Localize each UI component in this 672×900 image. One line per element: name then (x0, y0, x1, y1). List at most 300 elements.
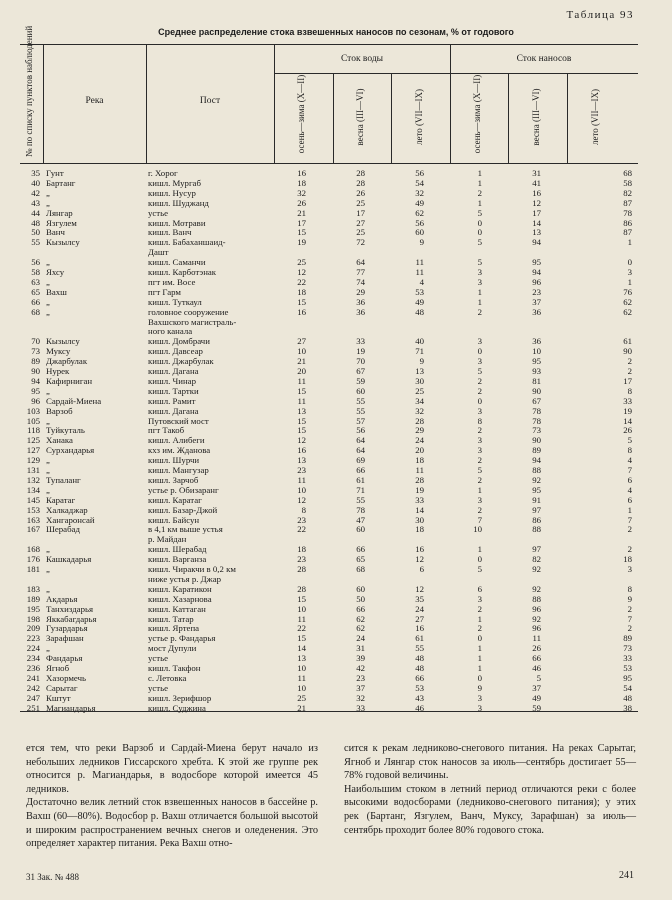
cell-water-value: 55 (415, 643, 424, 654)
table-row (20, 336, 638, 346)
cell-river: Гузардарья (46, 623, 88, 634)
cell-water-value: 15 (297, 227, 306, 238)
cell-water-value: 22 (297, 276, 306, 287)
cell-no: 195 (26, 603, 40, 614)
table-row (20, 376, 638, 386)
cell-post: кишл. Шуджанд (148, 197, 209, 208)
cell-water-value: 62 (415, 207, 424, 218)
table-row (20, 495, 638, 505)
cell-water-value: 29 (415, 425, 424, 436)
cell-sediment-value: 17 (623, 375, 632, 386)
cell-post: кишл. Рамит (148, 395, 196, 406)
cell-sediment-value: 4 (627, 455, 632, 466)
cell-water-value: 48 (415, 663, 424, 673)
cell-post: кишл. Туткаул (148, 296, 202, 307)
cell-water-value: 8 (301, 504, 306, 515)
cell-sediment-value: 2 (477, 603, 482, 614)
cell-no: 251 (26, 702, 40, 713)
cell-sediment-value: 87 (623, 227, 632, 238)
cell-sediment-value: 2 (477, 306, 482, 317)
cell-post: кишл. Мотрави (148, 217, 206, 228)
cell-post: кишл. Бабаханшаид- (148, 237, 226, 248)
cell-water-value: 11 (297, 474, 306, 485)
table-row (20, 406, 638, 416)
cell-sediment-value: 0 (477, 227, 482, 238)
table-row (20, 574, 638, 584)
cell-water-value: 10 (297, 603, 306, 614)
cell-water-value: 71 (356, 484, 365, 495)
cell-sediment-value: 0 (477, 395, 482, 406)
header-water-group: Сток воды (340, 54, 384, 64)
table-row (20, 485, 638, 495)
cell-sediment-value: 81 (532, 375, 541, 386)
cell-sediment-value: 5 (477, 237, 482, 248)
cell-no: 58 (31, 267, 40, 277)
cell-sediment-value: 2 (477, 455, 482, 466)
table-row (20, 515, 638, 525)
cell-post: кишл. Байсун (148, 514, 200, 525)
cell-water-value: 19 (415, 484, 424, 495)
cell-sediment-value: 7 (627, 465, 632, 475)
header-sediment-spring: весна (III—VI) (531, 88, 541, 146)
cell-post: пгт им. Восе (148, 276, 196, 287)
cell-no: 183 (26, 583, 40, 594)
cell-river: „ (46, 257, 50, 268)
cell-water-value: 60 (356, 524, 365, 535)
table-row (20, 366, 638, 376)
cell-water-value: 4 (419, 276, 424, 287)
cell-water-value: 11 (415, 465, 424, 475)
cell-water-value: 31 (356, 643, 365, 654)
cell-water-value: 14 (297, 643, 306, 654)
cell-sediment-value: 7 (627, 613, 632, 624)
cell-post: кишл. Дагана (148, 366, 199, 376)
cell-post: пгт Гарм (148, 286, 181, 297)
cell-water-value: 11 (297, 613, 306, 624)
cell-sediment-value: 4 (627, 484, 632, 495)
cell-sediment-value: 0 (627, 257, 632, 268)
cell-water-value: 10 (297, 484, 306, 495)
table-row (20, 247, 638, 257)
table-row (20, 307, 638, 317)
cell-sediment-value: 9 (477, 682, 482, 693)
cell-water-value: 56 (415, 217, 424, 228)
cell-sediment-value: 2 (627, 623, 632, 634)
cell-water-value: 74 (356, 276, 365, 287)
cell-post: кишл. Алибеги (148, 435, 205, 446)
cell-no: 176 (26, 554, 40, 565)
cell-sediment-value: 1 (477, 653, 482, 664)
cell-water-value: 36 (356, 306, 365, 317)
cell-no: 209 (26, 623, 40, 634)
cell-post: ниже устья р. Джар (148, 573, 222, 584)
cell-water-value: 15 (297, 296, 306, 307)
cell-sediment-value: 92 (532, 583, 541, 594)
cell-sediment-value: 2 (477, 375, 482, 386)
table-row (20, 653, 638, 663)
cell-water-value: 77 (356, 267, 365, 277)
cell-sediment-value: 1 (477, 296, 482, 307)
cell-water-value: 13 (415, 366, 424, 376)
cell-water-value: 30 (415, 514, 424, 525)
cell-river: Танхиздарья (46, 603, 94, 614)
cell-post: кишл. Татар (148, 613, 194, 624)
cell-sediment-value: 89 (532, 445, 541, 456)
cell-water-value: 14 (415, 504, 424, 515)
cell-river: „ (46, 643, 50, 654)
cell-water-value: 18 (297, 286, 306, 297)
cell-water-value: 64 (356, 445, 365, 456)
cell-water-value: 53 (415, 286, 424, 297)
cell-post: р. Майдан (148, 534, 187, 545)
cell-sediment-value: 3 (477, 445, 482, 456)
cell-sediment-value: 12 (532, 197, 541, 208)
cell-sediment-value: 1 (477, 286, 482, 297)
cell-post: кишл. Чиракчи в 0,2 км (148, 564, 236, 574)
cell-sediment-value: 82 (623, 187, 632, 198)
table-row (20, 455, 638, 465)
cell-water-value: 12 (415, 583, 424, 594)
cell-no: 103 (26, 405, 40, 416)
cell-water-value: 30 (415, 375, 424, 386)
cell-water-value: 55 (356, 395, 365, 406)
cell-sediment-value: 3 (627, 267, 632, 277)
cell-sediment-value: 73 (623, 643, 632, 654)
cell-post: кишл. Суджина (148, 702, 206, 713)
cell-sediment-value: 59 (532, 702, 541, 713)
cell-no: 181 (26, 564, 40, 574)
cell-post: кишл. Зерифшор (148, 692, 212, 703)
cell-water-value: 16 (415, 623, 424, 634)
cell-sediment-value: 97 (532, 504, 541, 515)
cell-water-value: 32 (297, 187, 306, 198)
cell-sediment-value: 19 (623, 405, 632, 416)
cell-no: 89 (31, 356, 40, 367)
cell-river: Халкаджар (46, 504, 88, 515)
table-row (20, 564, 638, 574)
cell-sediment-value: 96 (532, 603, 541, 614)
cell-water-value: 70 (356, 356, 365, 367)
cell-sediment-value: 2 (627, 356, 632, 367)
table-row (20, 544, 638, 554)
cell-sediment-value: 92 (532, 474, 541, 485)
cell-sediment-value: 3 (477, 593, 482, 604)
cell-no: 50 (31, 227, 40, 238)
table-row (20, 356, 638, 366)
table-row (20, 396, 638, 406)
cell-sediment-value: 16 (532, 187, 541, 198)
cell-sediment-value: 5 (477, 465, 482, 475)
cell-water-value: 28 (356, 168, 365, 178)
cell-water-value: 33 (356, 702, 365, 713)
cell-sediment-value: 2 (477, 623, 482, 634)
cell-sediment-value: 8 (477, 415, 482, 426)
cell-sediment-value: 31 (532, 168, 541, 178)
cell-sediment-value: 87 (623, 197, 632, 208)
cell-sediment-value: 2 (477, 187, 482, 198)
cell-sediment-value: 96 (532, 623, 541, 634)
table-row (20, 218, 638, 228)
cell-water-value: 32 (415, 405, 424, 416)
cell-river: Хазормечь (46, 672, 87, 683)
cell-water-value: 21 (297, 207, 306, 218)
cell-sediment-value: 1 (627, 237, 632, 248)
cell-no: 168 (26, 544, 40, 555)
cell-sediment-value: 3 (627, 564, 632, 574)
cell-post: кишл. Хазарнова (148, 593, 212, 604)
cell-sediment-value: 6 (627, 474, 632, 485)
cell-sediment-value: 9 (627, 593, 632, 604)
table-row (20, 445, 638, 455)
cell-river: Вахш (46, 286, 67, 297)
table-row (20, 633, 638, 643)
cell-post: Вахшского магистраль- (148, 316, 237, 327)
table-caption: Среднее распределение стока взвешенных наносов по сезонам, % от годового (158, 27, 514, 37)
cell-no: 42 (31, 187, 40, 198)
cell-water-value: 23 (356, 672, 365, 683)
cell-no: 43 (31, 197, 40, 208)
cell-river: Акдарья (46, 593, 78, 604)
cell-river: Магиандарья (46, 702, 96, 713)
cell-no: 189 (26, 593, 40, 604)
cell-no: 40 (31, 177, 40, 188)
cell-sediment-value: 3 (477, 405, 482, 416)
cell-river: Джарбулак (46, 356, 88, 367)
cell-water-value: 26 (356, 187, 365, 198)
cell-sediment-value: 8 (627, 385, 632, 396)
cell-water-value: 67 (356, 366, 365, 376)
cell-no: 56 (31, 257, 40, 268)
cell-no: 129 (26, 455, 40, 466)
cell-post: кишл. Карботэнак (148, 267, 217, 277)
cell-water-value: 66 (356, 544, 365, 555)
cell-no: 247 (26, 692, 40, 703)
cell-sediment-value: 88 (532, 465, 541, 475)
cell-water-value: 39 (356, 653, 365, 664)
cell-river: „ (46, 484, 50, 495)
cell-no: 73 (31, 346, 40, 357)
table-row (20, 326, 638, 336)
cell-sediment-value: 73 (532, 425, 541, 436)
cell-water-value: 34 (415, 395, 424, 406)
cell-post: кишл. Мангузар (148, 465, 209, 475)
cell-sediment-value: 86 (532, 514, 541, 525)
cell-sediment-value: 92 (532, 564, 541, 574)
cell-sediment-value: 5 (477, 564, 482, 574)
cell-post: г. Хорог (148, 168, 178, 178)
cell-water-value: 33 (415, 494, 424, 505)
cell-water-value: 12 (297, 435, 306, 446)
cell-water-value: 53 (415, 682, 424, 693)
cell-river: Тупаланг (46, 474, 81, 485)
cell-water-value: 43 (415, 692, 424, 703)
cell-river: Шерабад (46, 524, 80, 535)
cell-sediment-value: 5 (627, 435, 632, 446)
cell-water-value: 33 (356, 336, 365, 347)
cell-post: кишл. Шурчи (148, 455, 200, 466)
cell-no: 44 (31, 207, 40, 218)
cell-water-value: 66 (415, 672, 424, 683)
cell-water-value: 24 (415, 435, 424, 446)
cell-water-value: 12 (415, 554, 424, 565)
table-row (20, 346, 638, 356)
cell-no: 224 (26, 643, 40, 654)
cell-sediment-value: 6 (627, 494, 632, 505)
cell-water-value: 21 (297, 702, 306, 713)
cell-sediment-value: 2 (477, 504, 482, 515)
cell-water-value: 55 (356, 405, 365, 416)
cell-sediment-value: 90 (532, 435, 541, 446)
cell-water-value: 25 (297, 692, 306, 703)
cell-sediment-value: 36 (532, 306, 541, 317)
cell-water-value: 64 (356, 435, 365, 446)
cell-post: устье (148, 207, 169, 218)
cell-sediment-value: 1 (477, 643, 482, 654)
table-row (20, 663, 638, 673)
cell-water-value: 12 (297, 494, 306, 505)
cell-sediment-value: 66 (532, 653, 541, 664)
header-river: Река (85, 96, 104, 106)
cell-sediment-value: 95 (532, 484, 541, 495)
cell-river: Сарытаг (46, 682, 78, 693)
cell-river: Хангаронсай (46, 514, 95, 525)
header-sediment-autumn: осень—зима (X—II) (472, 74, 482, 154)
cell-no: 105 (26, 415, 40, 426)
cell-sediment-value: 94 (532, 237, 541, 248)
cell-post: кишл. Каратаг (148, 494, 202, 505)
cell-water-value: 10 (297, 663, 306, 673)
table-row (20, 505, 638, 515)
cell-water-value: 9 (419, 237, 424, 248)
header-no: № по списку пунктов наблюдений (24, 25, 34, 157)
table-row (20, 693, 638, 703)
cell-no: 236 (26, 663, 40, 673)
cell-post: кишл. Варганза (148, 554, 207, 565)
cell-sediment-value: 90 (623, 346, 632, 357)
cell-sediment-value: 91 (532, 494, 541, 505)
cell-water-value: 18 (415, 455, 424, 466)
cell-water-value: 17 (356, 207, 365, 218)
cell-sediment-value: 0 (477, 217, 482, 228)
cell-water-value: 24 (356, 633, 365, 644)
cell-river: Язгулем (46, 217, 77, 228)
cell-sediment-value: 89 (623, 633, 632, 644)
cell-water-value: 78 (356, 504, 365, 515)
cell-water-value: 15 (297, 425, 306, 436)
cell-sediment-value: 46 (532, 663, 541, 673)
cell-water-value: 18 (297, 544, 306, 555)
cell-sediment-value: 1 (477, 484, 482, 495)
cell-sediment-value: 6 (477, 583, 482, 594)
cell-post: мост Дупули (148, 643, 197, 654)
cell-sediment-value: 3 (477, 276, 482, 287)
cell-river: „ (46, 296, 50, 307)
cell-water-value: 15 (297, 633, 306, 644)
cell-water-value: 59 (356, 375, 365, 386)
cell-no: 48 (31, 217, 40, 228)
cell-water-value: 64 (356, 257, 365, 268)
cell-post: Путовский мост (148, 415, 209, 426)
cell-water-value: 37 (356, 682, 365, 693)
cell-post: ного канала (148, 326, 193, 337)
cell-sediment-value: 1 (477, 177, 482, 188)
cell-sediment-value: 23 (532, 286, 541, 297)
cell-post: устье р. Обизаранг (148, 484, 219, 495)
cell-post: головное сооружение (148, 306, 229, 317)
table-label: Таблица 93 (566, 9, 634, 21)
cell-post: кишл. Чинар (148, 375, 196, 386)
cell-sediment-value: 78 (532, 415, 541, 426)
cell-no: 145 (26, 494, 40, 505)
cell-water-value: 27 (356, 217, 365, 228)
cell-water-value: 9 (419, 356, 424, 367)
cell-sediment-value: 96 (532, 276, 541, 287)
cell-river: „ (46, 465, 50, 475)
cell-water-value: 11 (415, 267, 424, 277)
cell-water-value: 55 (356, 494, 365, 505)
cell-water-value: 21 (297, 356, 306, 367)
cell-sediment-value: 33 (623, 395, 632, 406)
cell-water-value: 15 (297, 385, 306, 396)
cell-sediment-value: 86 (623, 217, 632, 228)
cell-sediment-value: 41 (532, 177, 541, 188)
cell-sediment-value: 26 (623, 425, 632, 436)
cell-no: 241 (26, 672, 40, 683)
cell-sediment-value: 5 (477, 257, 482, 268)
cell-no: 127 (26, 445, 40, 456)
cell-no: 132 (26, 474, 40, 485)
cell-sediment-value: 53 (623, 663, 632, 673)
cell-river: „ (46, 455, 50, 466)
cell-water-value: 62 (356, 613, 365, 624)
table-row (20, 257, 638, 267)
cell-sediment-value: 36 (532, 336, 541, 347)
cell-sediment-value: 2 (477, 474, 482, 485)
cell-water-value: 18 (297, 177, 306, 188)
cell-water-value: 61 (356, 474, 365, 485)
table-row (20, 604, 638, 614)
table-row (20, 277, 638, 287)
cell-sediment-value: 62 (623, 296, 632, 307)
cell-river: Кызылсу (46, 336, 80, 347)
cell-post: устье р. Фандарья (148, 633, 216, 644)
table-row (20, 703, 638, 713)
cell-sediment-value: 17 (532, 207, 541, 218)
cell-sediment-value: 0 (477, 346, 482, 357)
cell-water-value: 20 (297, 366, 306, 376)
table-row (20, 643, 638, 653)
cell-no: 65 (31, 286, 40, 297)
table-row (20, 188, 638, 198)
cell-sediment-value: 26 (532, 643, 541, 654)
cell-river: Сардай-Миена (46, 395, 102, 406)
cell-sediment-value: 48 (623, 692, 632, 703)
header-sediment-summer: лето (VII—IX) (590, 88, 600, 146)
cell-water-value: 25 (297, 257, 306, 268)
cell-sediment-value: 38 (623, 702, 632, 713)
cell-water-value: 28 (297, 583, 306, 594)
table-row (20, 425, 638, 435)
cell-sediment-value: 3 (477, 356, 482, 367)
cell-post: кишл. Давсеар (148, 346, 203, 357)
cell-water-value: 48 (415, 306, 424, 317)
cell-water-value: 27 (297, 336, 306, 347)
cell-sediment-value: 2 (477, 385, 482, 396)
cell-sediment-value: 8 (627, 445, 632, 456)
cell-river: Лянгар (46, 207, 73, 218)
cell-sediment-value: 3 (477, 267, 482, 277)
cell-post: кишл. Домбрачи (148, 336, 210, 347)
